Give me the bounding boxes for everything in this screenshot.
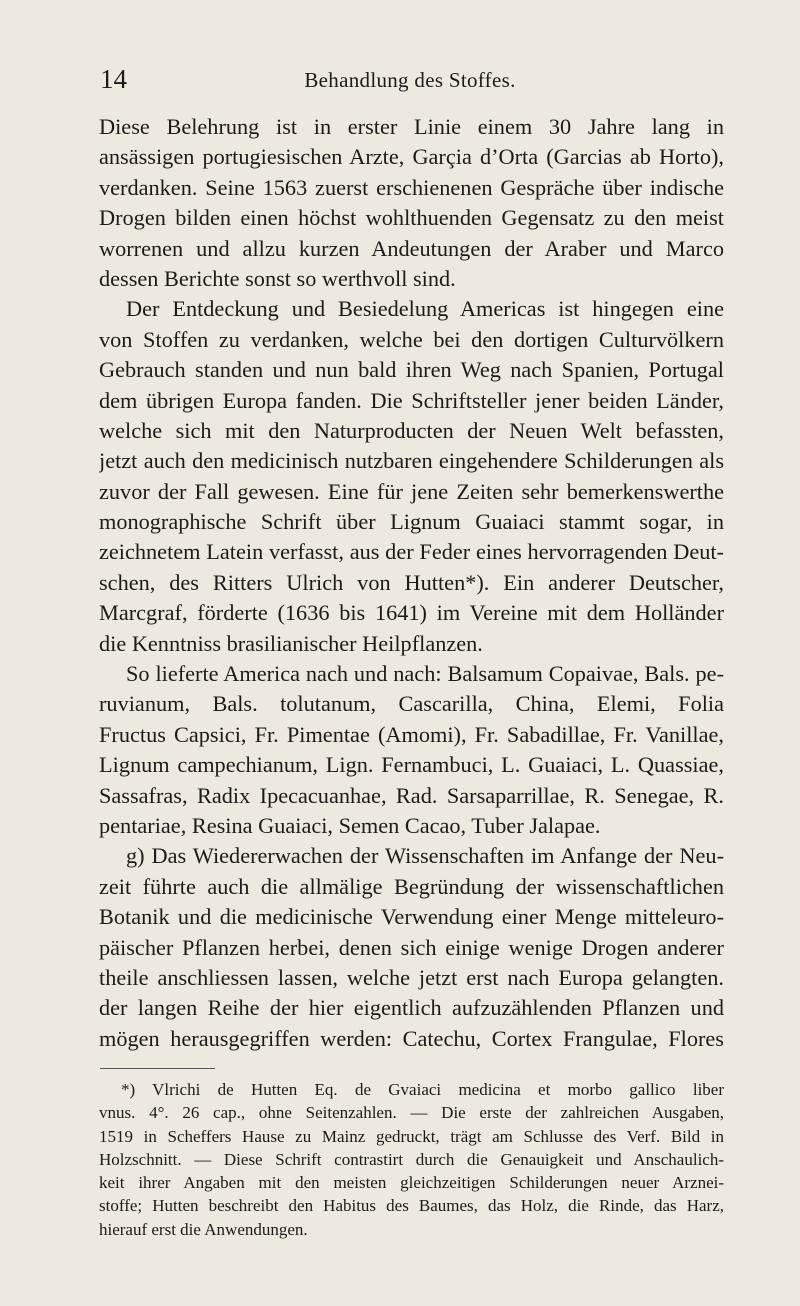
body-line: ruvianum, Bals. tolutanum, Cascarilla, China, Elemi, Folia (99, 691, 724, 717)
body-line: Marcgraf, förderte (1636 bis 1641) im Vereine mit dem Holländer (99, 600, 724, 626)
body-line: verdanken. Seine 1563 zuerst erschienenen Gespräche über indische (99, 174, 724, 200)
body-line: Botanik und die medicinische Verwendung einer Menge mitteleuro- (99, 904, 724, 930)
running-head: Behandlung des Stoffes. (304, 68, 516, 92)
footnote-line: hierauf erst die Anwendungen. (99, 1219, 308, 1239)
footnote-line: 1519 in Scheffers Hause zu Mainz gedruckt, trägt am Schlusse des Verf. Bild in (99, 1126, 724, 1146)
body-line: zuvor der Fall gewesen. Eine für jene Zeiten sehr bemerkenswerthe (99, 478, 724, 504)
body-line: Drogen bilden einen höchst wohlthuenden Gegensatz zu den meist (99, 205, 724, 231)
footnote-line: keit ihrer Angaben mit den meisten gleichzeitigen Schilderungen neuer Arznei- (99, 1173, 724, 1193)
body-line: So lieferte America nach und nach: Balsamum Copaivae, Bals. pe- (126, 661, 724, 687)
body-line: theile anschliessen lassen, welche jetzt erst nach Europa gelangten. (99, 964, 724, 990)
body-line: Diese Belehrung ist in erster Linie einem 30 Jahre lang in (99, 114, 724, 139)
footnotes (99, 1078, 724, 1241)
footnote-line: Holzschnitt. — Diese Schrift contrastirt durch die Genauigkeit und Anschaulich- (99, 1149, 724, 1169)
body-line: g) Das Wiedererwachen der Wissenschaften im Anfange der Neu- (126, 843, 724, 869)
body-line: mögen herausgegriffen werden: Catechu, Cortex Frangulae, Flores (99, 1025, 724, 1051)
body-line: pentariae, Resina Guaiaci, Semen Cacao, Tuber Jalapae. (99, 812, 601, 838)
page-header (100, 58, 720, 98)
body-line: worrenen und allzu kurzen Andeutungen der Araber und Marco (99, 235, 724, 261)
body-line: dessen Berichte sonst so werthvoll sind. (99, 265, 456, 291)
body-line: dem übrigen Europa fanden. Die Schriftsteller jener beiden Länder, (99, 387, 724, 413)
footnote-rule (100, 1068, 215, 1069)
body-line: zeichnetem Latein verfasst, aus der Feder eines hervorragenden Deut- (99, 539, 724, 565)
footnote-line: *) Vlrichi de Hutten Eq. de Gvaiaci medicina et morbo gallico liber (121, 1080, 724, 1099)
page-number: 14 (100, 64, 127, 94)
body-line: jetzt auch den medicinisch nutzbaren eingehendere Schilderungen als (99, 448, 724, 474)
body-line: die Kenntniss brasilianischer Heilpflanzen. (99, 630, 483, 656)
body-line: Sassafras, Radix Ipecacuanhae, Rad. Sarsaparrillae, R. Senegae, R. (99, 782, 724, 808)
body-line: Lignum campechianum, Lign. Fernambuci, L. Guaiaci, L. Quassiae, (99, 752, 724, 778)
body-line: der langen Reihe der hier eigentlich aufzuzählenden Pflanzen und (99, 995, 724, 1021)
body-line: von Stoffen zu verdanken, welche bei den dortigen Culturvölkern (99, 326, 724, 352)
body-line: päischer Pflanzen herbei, denen sich einige wenige Drogen anderer (99, 934, 724, 960)
body-line: zeit führte auch die allmälige Begründung der wissenschaftlichen (99, 873, 724, 899)
body-line: welche sich mit den Naturproducten der Neuen Welt befassten, (99, 417, 724, 443)
footnote-line: stoffe; Hutten beschreibt den Habitus des Baumes, das Holz, die Rinde, das Harz, (99, 1196, 724, 1216)
body-line: ansässigen portugiesischen Arzte, Garçia d’Orta (Garcias ab Horto), (99, 144, 724, 170)
body-line: monographische Schrift über Lignum Guaiaci stammt sogar, in (99, 509, 724, 535)
body-line: Gebrauch standen und nun bald ihren Weg nach Spanien, Portugal (99, 357, 724, 383)
body-line: schen, des Ritters Ulrich von Hutten*). Ein anderer Deutscher, (99, 569, 724, 595)
body-line: Fructus Capsici, Fr. Pimentae (Amomi), Fr. Sabadillae, Fr. Vanillae, (99, 721, 724, 747)
body-text (99, 112, 724, 1054)
body-line: Der Entdeckung und Besiedelung Americas ist hingegen eine (126, 296, 724, 322)
footnote-line: vnus. 4°. 26 cap., ohne Seitenzahlen. — Die erste der zahlreichen Ausgaben, (99, 1103, 724, 1123)
